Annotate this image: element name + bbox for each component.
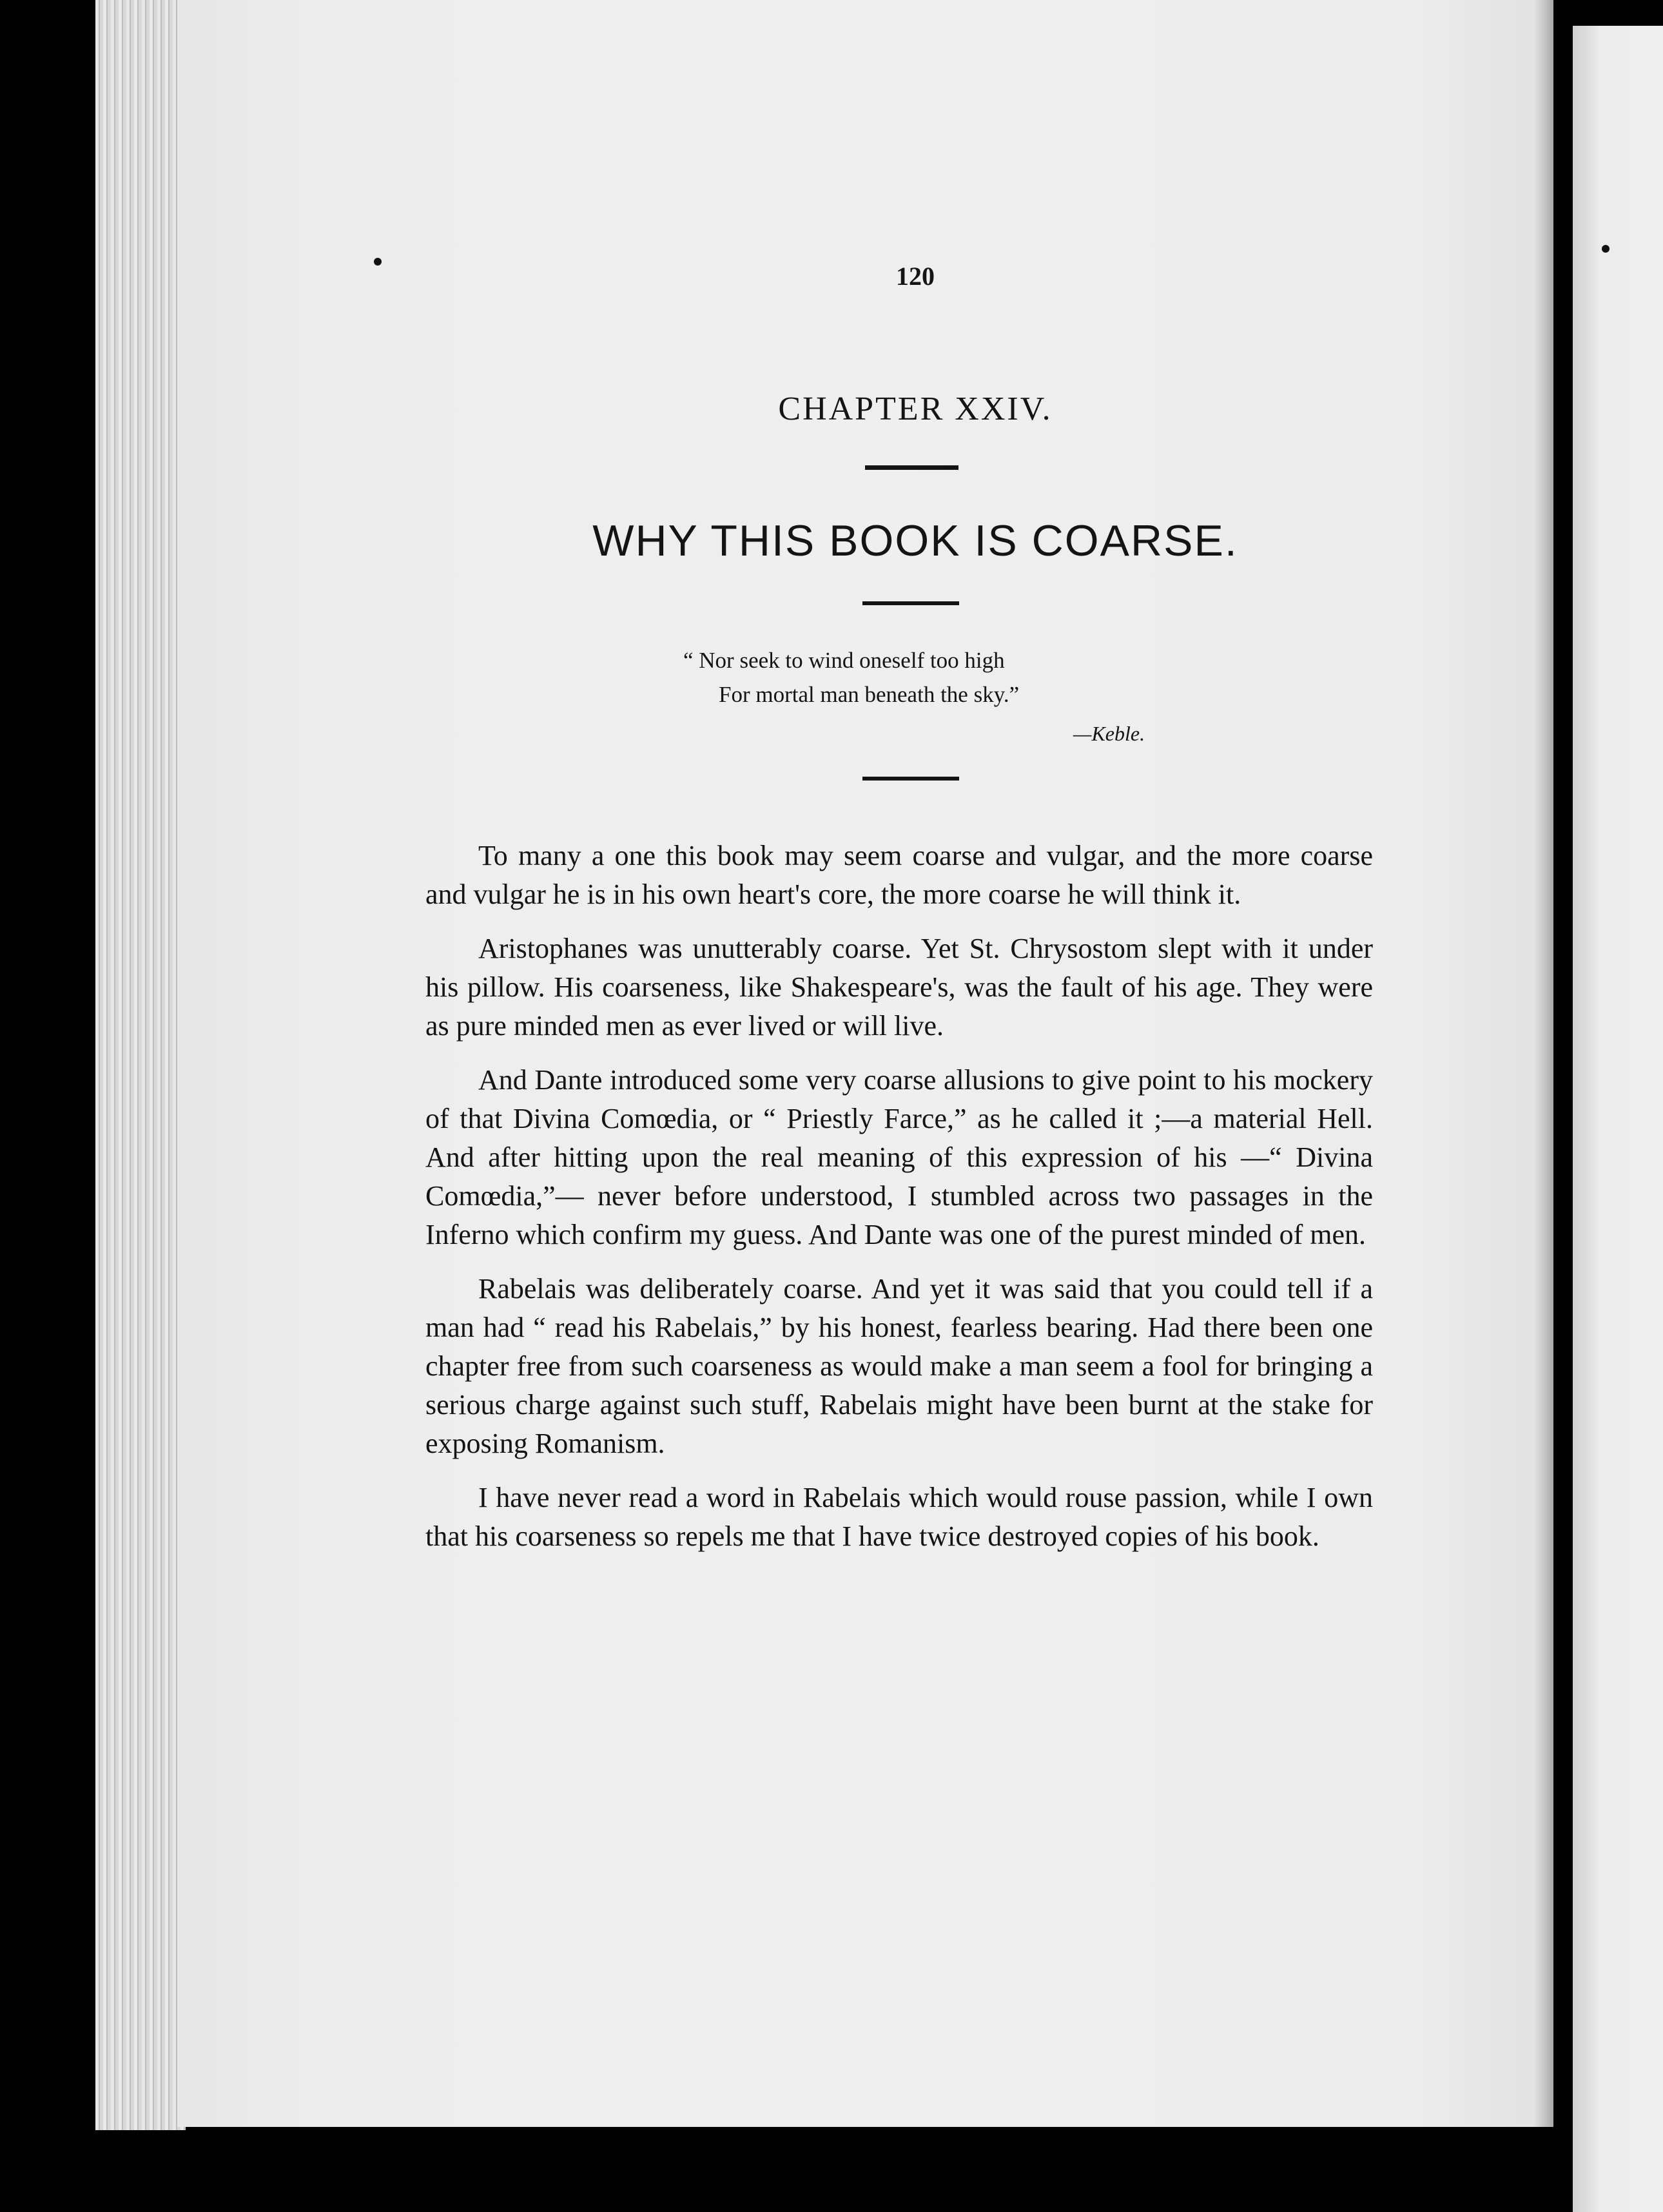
page-stack-edge [95,0,186,2130]
paragraph: To many a one this book may seem coarse and vulgar, and the more coarse and vulgar he is in his own heart's core, the more coarse he will think it. [425,840,1373,910]
ink-speck [1602,245,1610,253]
chapter-title: WHY THIS BOOK IS COARSE. [592,516,1238,565]
divider-rule [865,465,958,470]
paragraph: Rabelais was deliberately coarse. And yet it was said that you could tell if a man had “ read his Rabelais,” by his honest, fearless bearing. Had there been one chapter free from such coarseness as would make a man seem a fool for bringing a serious charge against such stuff, Rabelais might have been burnt at the stake for exposing Romanism. [425,1273,1373,1459]
chapter-label: CHAPTER XXIV. [778,391,1053,427]
divider-rule [862,601,959,605]
epigraph-attribution: —Keble. [1073,722,1145,745]
paragraph: And Dante introduced some very coarse allusions to give point to his mockery of that Divina Comœdia, or “ Priestly Farce,” as he called it ;—a material Hell. And after hitting upon the real meaning of this expression of his —“ Divina Comœdia,”— never before understood, I stumbled across two passages in the Inferno which confirm my guess. And Dante was one of the purest minded of men. [425,1064,1373,1250]
paragraph: I have never read a word in Rabelais which would rouse passion, while I own that his coarseness so repels me that I have twice destroyed copies of his book. [425,1482,1373,1552]
body-text [425,837,1373,1571]
ink-speck [374,258,382,266]
facing-page-edge [1573,26,1663,2212]
divider-rule [862,777,959,781]
epigraph-line: “ Nor seek to wind oneself too high [683,648,1005,673]
page-number: 120 [896,262,935,291]
paragraph: Aristophanes was unutterably coarse. Yet St. Chrysostom slept with it under his pillow. His coarseness, like Shakespeare's, was the fault of his age. They were as pure minded men as ever lived or will live. [425,933,1373,1042]
epigraph-line: For mortal man beneath the sky.” [719,682,1020,707]
